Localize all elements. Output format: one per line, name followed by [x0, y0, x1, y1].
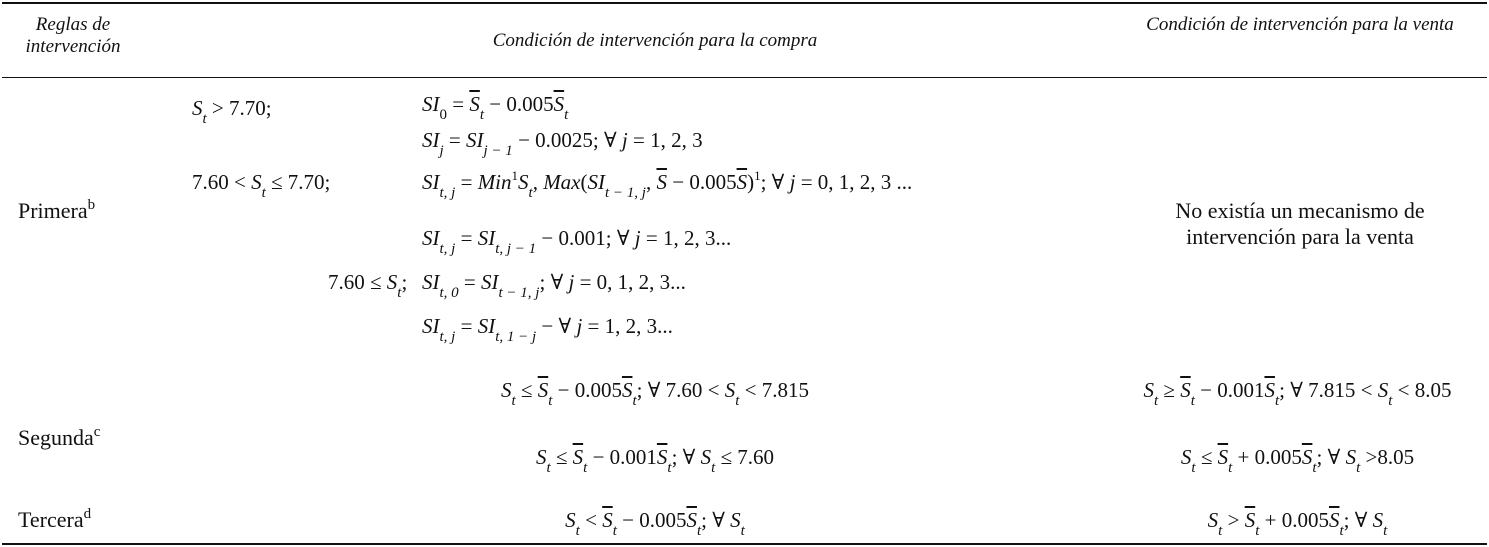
row-label-tercera-text: Tercera — [18, 507, 84, 532]
tercera-buy: $S_t < \overline{S}_t - 0.005\overline{S}_t$; ∀ $S_t$ — [565, 508, 745, 539]
row-label-primera-note: b — [87, 197, 96, 213]
primera-formula-6: $SI_{t, j} = SI_{t, 1 - j}$ − ∀ j = 1, 2, 3... — [422, 314, 673, 345]
segunda-sell-1: $S_t \ge \overline{S}_t - 0.001\overline{S}_t$; ∀ $7.815 < S_t < 8.05$ — [1143, 378, 1452, 409]
header-sell-text: Condición de intervención para la venta — [1146, 14, 1454, 35]
primera-formula-4: $SI_{t, j} = SI_{t, j - 1} - 0.001$; ∀ j = 1, 2, 3... — [422, 226, 732, 257]
header-sell — [1130, 14, 1470, 36]
top-rule — [2, 2, 1487, 4]
primera-formula-1: $SI_0 = \overline{S}_t - 0.005\overline{S}_t$ — [422, 92, 569, 123]
primera-condition-3: $7.60 \le S_t$; — [328, 270, 408, 301]
header-rules-text: Reglas de intervención — [25, 14, 121, 57]
bottom-rule — [2, 543, 1487, 545]
primera-sale-note-text: No existía un mecanismo de intervención para la venta — [1175, 198, 1425, 250]
header-rules — [2, 14, 144, 58]
row-label-primera-text: Primera — [18, 198, 88, 223]
segunda-buy-2: $S_t \le \overline{S}_t - 0.001\overline{S}_t$; ∀ $S_t \le 7.60$ — [535, 445, 775, 476]
primera-sale-note — [1130, 198, 1470, 251]
row-label-segunda — [18, 425, 100, 449]
tercera-sell: $S_t > \overline{S}_t + 0.005\overline{S}_t$; ∀ $S_t$ — [1207, 508, 1388, 539]
row-label-segunda-note: c — [93, 424, 101, 440]
primera-formula-2: $SI_j = SI_{j - 1} - 0.0025$; ∀ j = 1, 2, 3 — [422, 128, 703, 159]
segunda-sell-2: $S_t \le \overline{S}_t + 0.005\overline{S}_t$; ∀ $S_t >8.05$ — [1180, 445, 1415, 476]
header-buy-text: Condición de intervención para la compra — [492, 30, 818, 51]
header-buy — [400, 30, 910, 52]
primera-condition-2: $7.60 < S_t \le 7.70$; — [192, 170, 331, 201]
primera-condition-1: $S_t > 7.70$; — [192, 96, 272, 127]
row-label-primera — [18, 198, 95, 222]
header-rule — [2, 77, 1487, 78]
row-label-tercera-note: d — [83, 506, 92, 522]
primera-formula-3: $SI_{t, j} = Min^1S_t$, $Max(SI_{t - 1, j}$, $\overline{S} - 0.005\overline{S})^1$; ∀ j = 0, 1, 2, 3 ... — [422, 168, 913, 201]
segunda-buy-1: $S_t \le \overline{S}_t - 0.005\overline{S}_t$; ∀ $7.60 < S_t < 7.815$ — [500, 378, 809, 409]
row-label-tercera — [18, 507, 91, 531]
primera-formula-5: $SI_{t, 0} = SI_{t - 1, j}$; ∀ j = 0, 1, 2, 3... — [422, 270, 686, 301]
row-label-segunda-text: Segunda — [18, 425, 94, 450]
